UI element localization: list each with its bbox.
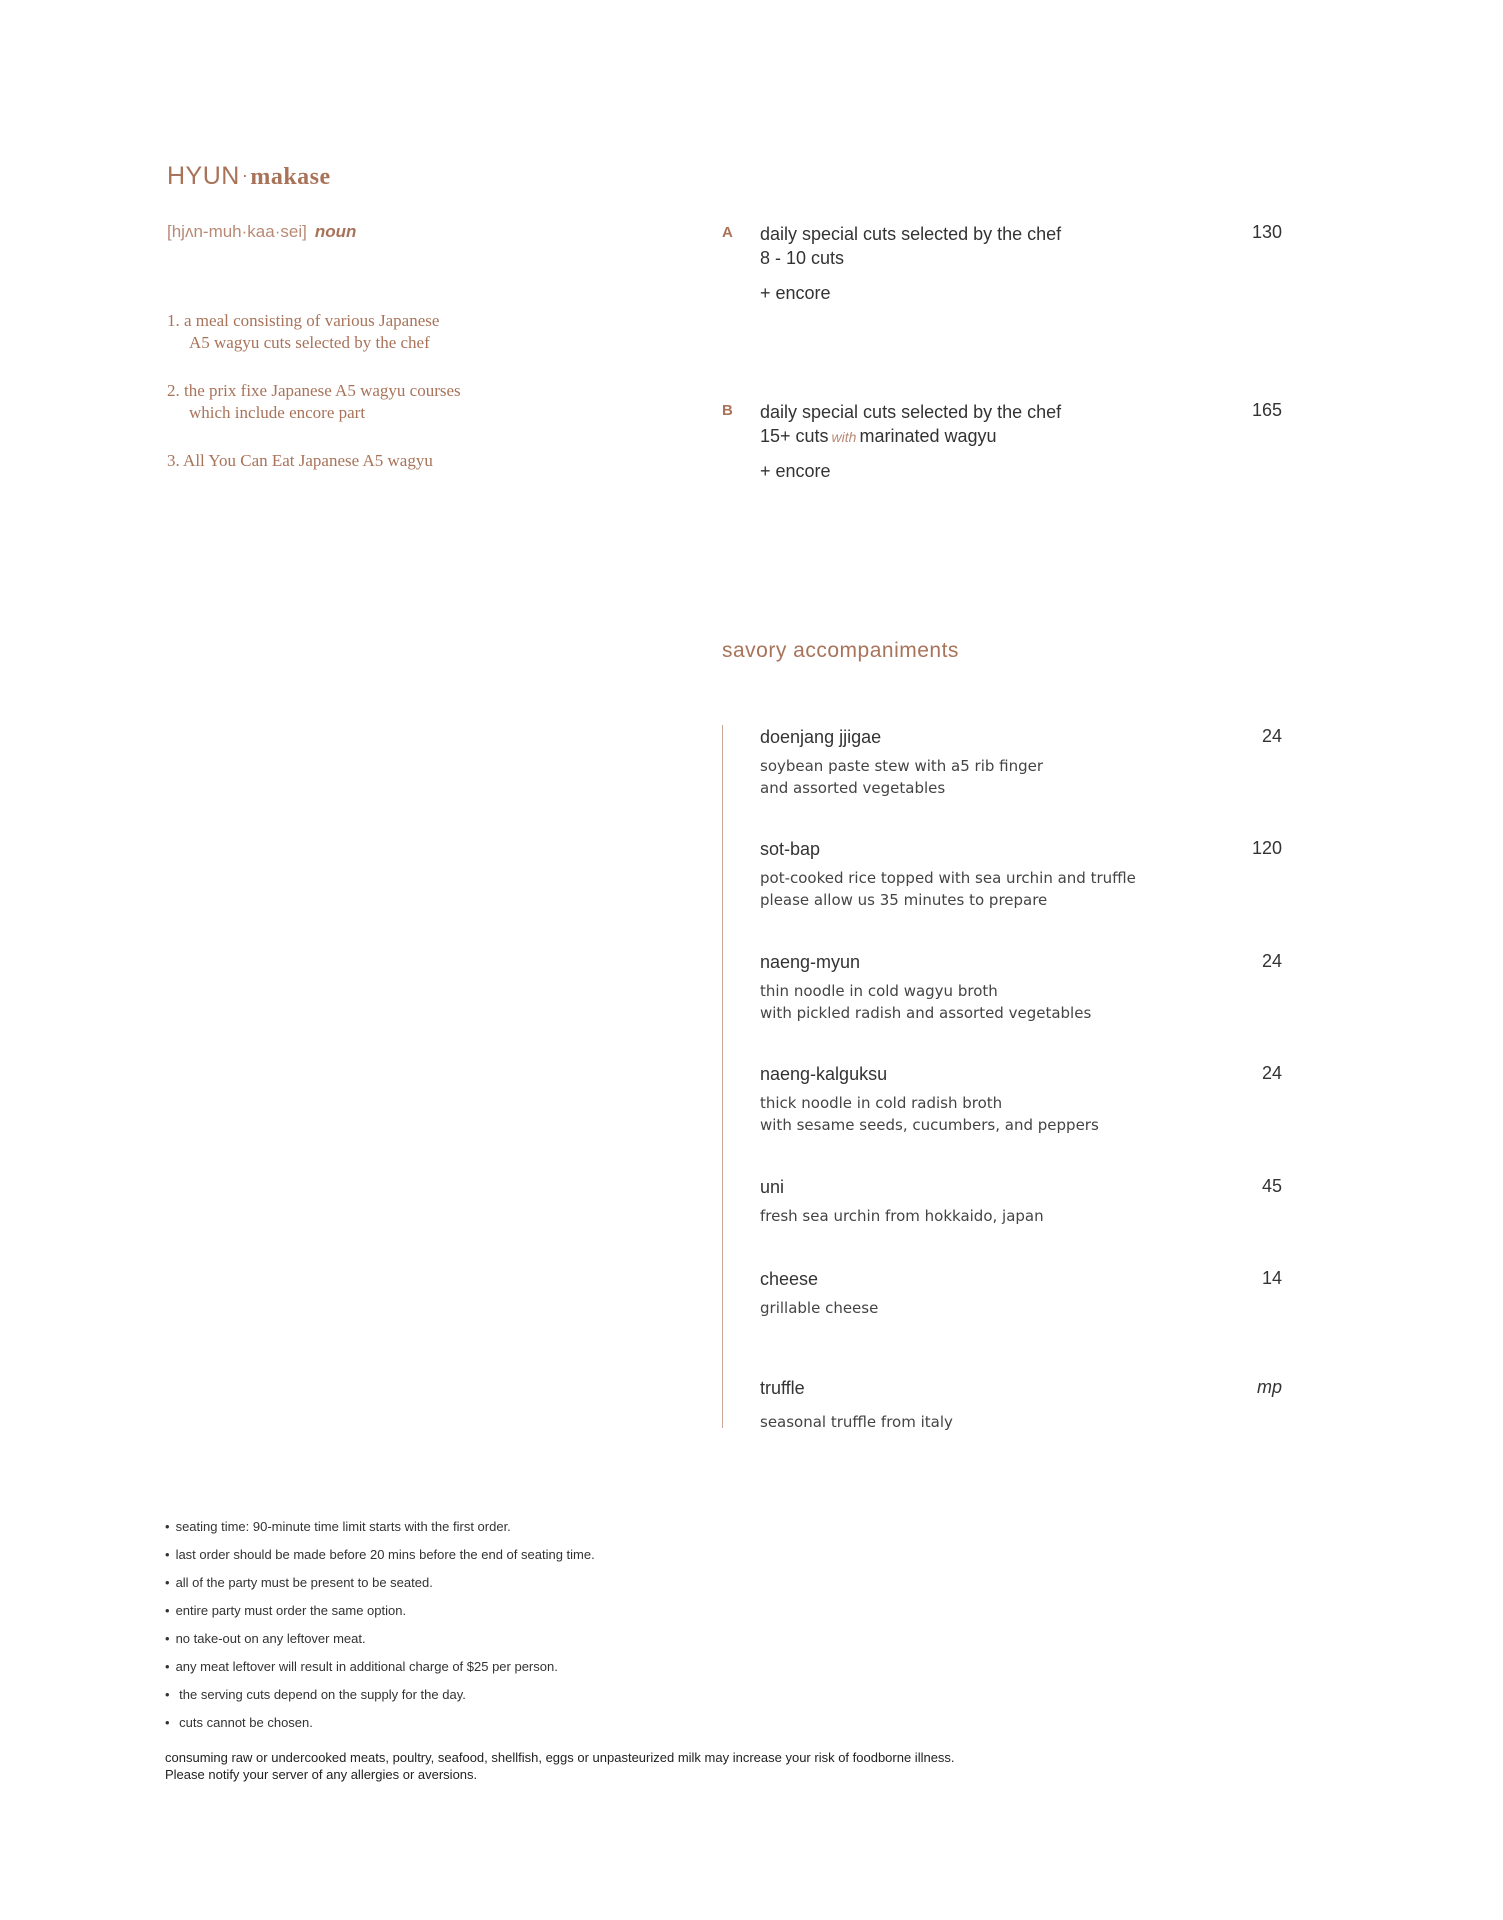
disclaimer-line: Please notify your server of any allergies or aversions. (165, 1767, 478, 1782)
policy-note: • cuts cannot be chosen. (165, 1712, 595, 1740)
course-letter: A (722, 224, 733, 241)
menu-item (760, 726, 1282, 799)
menu-item-name: truffle (760, 1378, 805, 1398)
definition-line: which include encore part (189, 403, 366, 422)
menu-item-description (760, 755, 1282, 799)
menu-item-description (760, 1205, 1282, 1227)
course-line: daily special cuts selected by the chef (760, 224, 1062, 244)
pronunciation (167, 222, 356, 242)
menu-item-name: naeng-myun (760, 952, 861, 972)
title-main: HYUN (167, 162, 240, 190)
course-line-2 (760, 424, 1180, 449)
policy-note: • no take-out on any leftover meat. (165, 1628, 595, 1656)
course-line: 8 - 10 cuts (760, 248, 845, 268)
definition-line: 2. the prix fixe Japanese A5 wagyu courses (167, 381, 461, 400)
course-option-b (722, 400, 1282, 490)
menu-item-name: sot-bap (760, 839, 821, 859)
course-extra: marinated wagyu (859, 426, 997, 446)
menu-item-name: cheese (760, 1269, 819, 1289)
page-title (167, 162, 331, 191)
policy-note: • seating time: 90-minute time limit starts with the first order. (165, 1516, 595, 1544)
definition-item (167, 450, 527, 472)
menu-item-price: 14 (1261, 1268, 1282, 1288)
description-line: pot-cooked rice topped with sea urchin and truffle (760, 869, 1136, 887)
description-line: seasonal truffle from italy (760, 1413, 953, 1431)
course-price: 130 (1251, 222, 1282, 242)
menu-item-price: mp (1256, 1377, 1282, 1397)
description-line: soybean paste stew with a5 rib finger (760, 757, 1044, 775)
course-price: 165 (1251, 400, 1282, 420)
course-option-a (722, 222, 1282, 312)
definition-item (167, 310, 527, 354)
menu-item-description (760, 980, 1282, 1024)
menu-item (760, 1268, 1282, 1319)
course-with: with (831, 429, 857, 445)
description-line: thin noodle in cold wagyu broth (760, 982, 998, 1000)
course-cuts: 15+ cuts (760, 426, 829, 446)
policy-notes (165, 1516, 595, 1740)
description-line: grillable cheese (760, 1299, 879, 1317)
section-divider (722, 725, 723, 1428)
menu-item (760, 1377, 1282, 1433)
menu-item-description (760, 1411, 1282, 1433)
menu-item-price: 120 (1251, 838, 1282, 858)
course-line: daily special cuts selected by the chef (760, 402, 1062, 422)
menu-item (760, 838, 1282, 911)
definition-item (167, 380, 527, 424)
menu-item-price: 24 (1261, 951, 1282, 971)
policy-note: • last order should be made before 20 mins before the end of seating time. (165, 1544, 595, 1572)
description-line: with pickled radish and assorted vegetables (760, 1004, 1092, 1022)
course-description (760, 400, 1180, 449)
definition-line: 3. All You Can Eat Japanese A5 wagyu (167, 451, 433, 470)
course-description (760, 222, 1180, 270)
description-line: fresh sea urchin from hokkaido, japan (760, 1207, 1044, 1225)
menu-item (760, 1176, 1282, 1227)
menu-item-description (760, 1297, 1282, 1319)
section-title-accompaniments: savory accompaniments (722, 639, 959, 662)
policy-note: • entire party must order the same option. (165, 1600, 595, 1628)
course-encore: + encore (760, 461, 831, 481)
menu-item-description (760, 1092, 1282, 1136)
definitions (167, 310, 527, 498)
health-disclaimer (165, 1749, 1065, 1783)
policy-note: • all of the party must be present to be seated. (165, 1572, 595, 1600)
menu-item-name: uni (760, 1177, 785, 1197)
description-line: and assorted vegetables (760, 779, 946, 797)
course-encore: + encore (760, 283, 831, 303)
disclaimer-line: consuming raw or undercooked meats, poultry, seafood, shellfish, eggs or unpasteurized milk may increase your risk of foodborne illness. (165, 1750, 955, 1765)
definition-line: 1. a meal consisting of various Japanese (167, 311, 440, 330)
menu-item-name: naeng-kalguksu (760, 1064, 888, 1084)
title-dot: · (241, 165, 249, 185)
part-of-speech: noun (314, 222, 357, 241)
description-line: with sesame seeds, cucumbers, and peppers (760, 1116, 1099, 1134)
pronunciation-text: [hjʌn-muh·kaa·sei] (167, 222, 307, 241)
menu-item (760, 951, 1282, 1024)
menu-item-name: doenjang jjigae (760, 727, 882, 747)
menu-item-price: 24 (1261, 1063, 1282, 1083)
menu-item-price: 45 (1261, 1176, 1282, 1196)
title-sub: makase (250, 164, 331, 190)
policy-note: • the serving cuts depend on the supply for the day. (165, 1684, 595, 1712)
description-line: please allow us 35 minutes to prepare (760, 891, 1048, 909)
menu-item (760, 1063, 1282, 1136)
course-letter: B (722, 402, 733, 419)
menu-item-description (760, 867, 1282, 911)
policy-note: • any meat leftover will result in additional charge of $25 per person. (165, 1656, 595, 1684)
definition-line: A5 wagyu cuts selected by the chef (189, 333, 430, 352)
menu-item-price: 24 (1261, 726, 1282, 746)
description-line: thick noodle in cold radish broth (760, 1094, 1003, 1112)
